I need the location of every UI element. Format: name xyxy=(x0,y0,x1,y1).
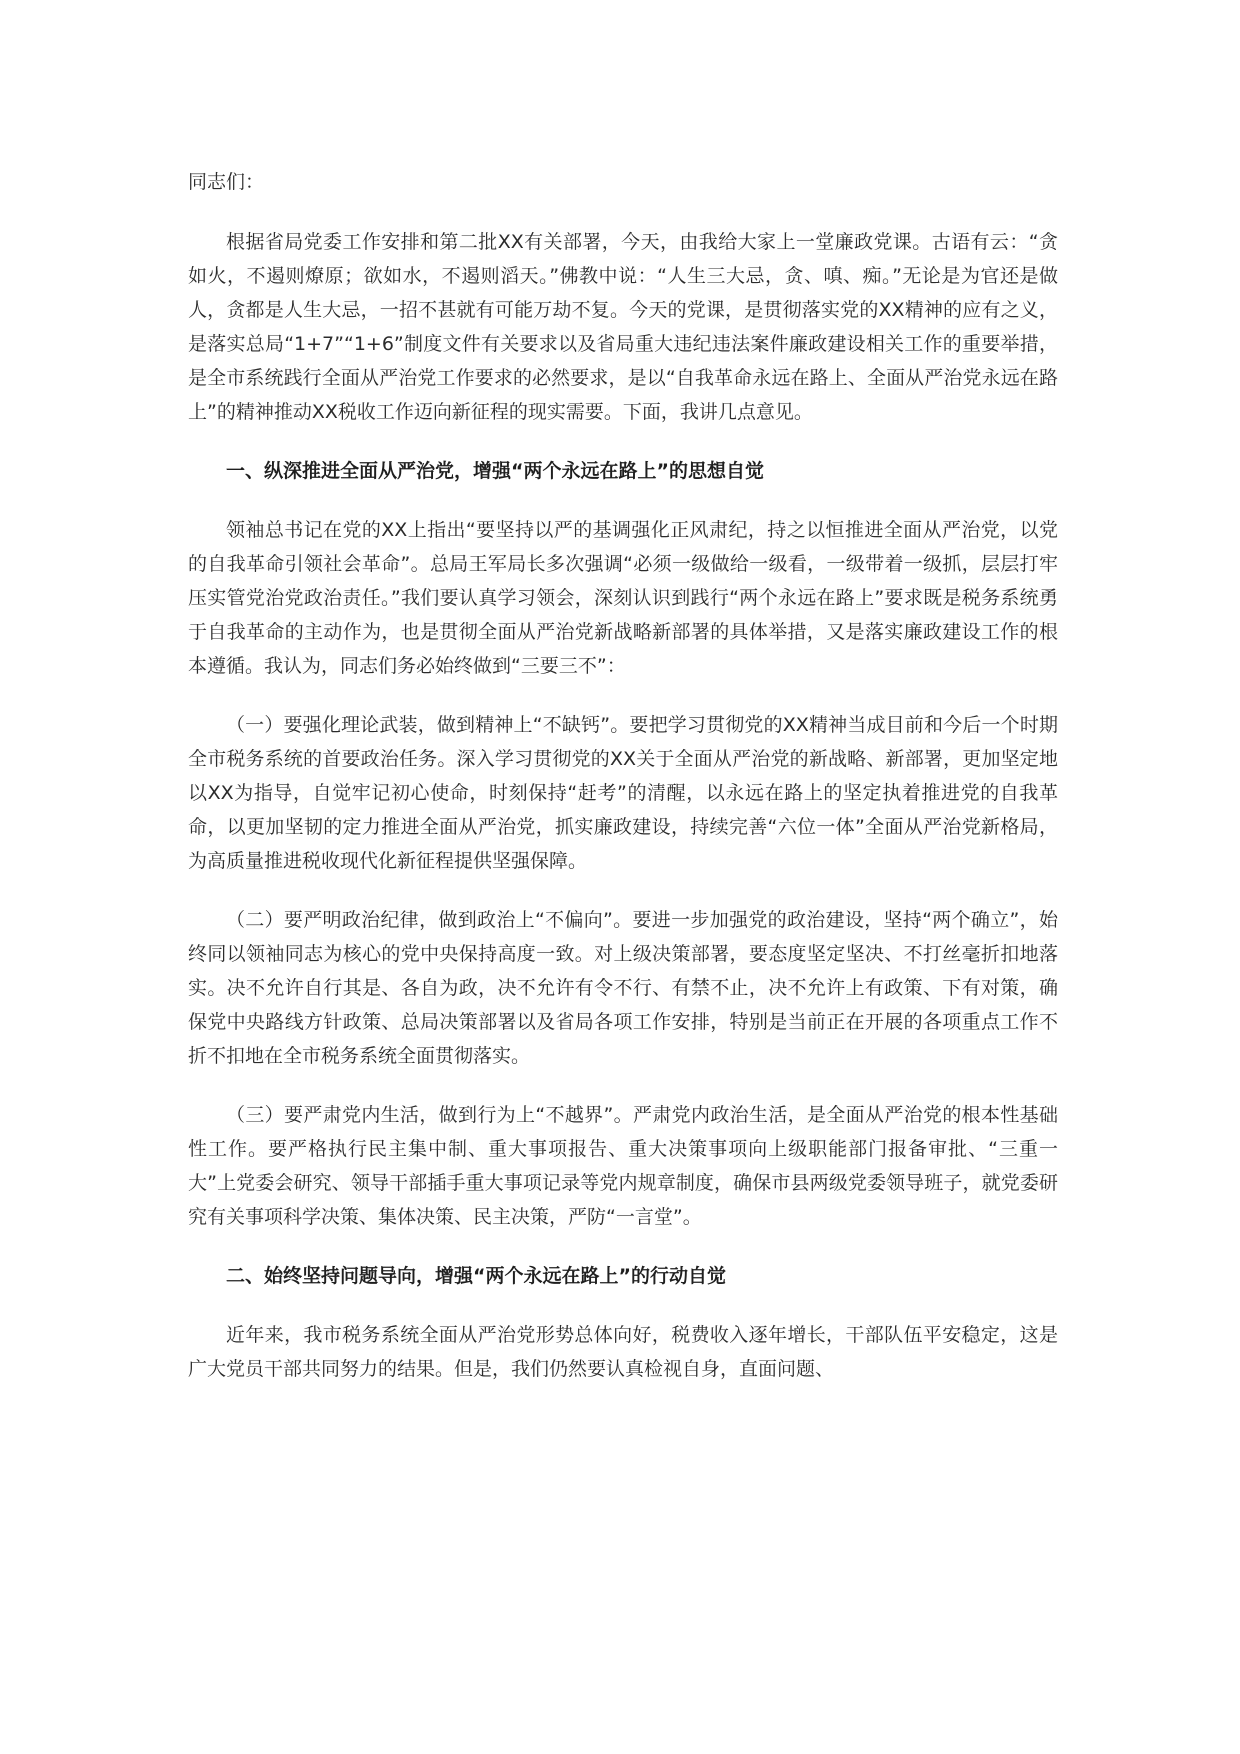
section-1-point-1: （一）要强化理论武装，做到精神上“不缺钙”。要把学习贯彻党的XX精神当成目前和今后一个时期全市税务系统的首要政治任务。深入学习贯彻党的XX关于全面从严治党的新战略、新部署，更加坚定地以XX为指导，自觉牢记初心使命，时刻保持“赶考”的清醒，以永远在路上的坚定执着推进党的自我革命，以更加坚韧的定力推进全面从严治党，抓实廉政建设，持续完善“六位一体”全面从严治党新格局，为高质量推进税收现代化新征程提供坚强保障。 xyxy=(188,714,1058,872)
section-2-paragraph: 近年来，我市税务系统全面从严治党形势总体向好，税费收入逐年增长，干部队伍平安稳定，这是广大党员干部共同努力的结果。但是，我们仍然要认真检视自身，直面问题、 xyxy=(188,1324,1058,1380)
section-2-heading: 二、始终坚持问题导向，增强“两个永远在路上”的行动自觉 xyxy=(226,1265,726,1287)
intro-paragraph: 根据省局党委工作安排和第二批XX有关部署，今天，由我给大家上一堂廉政党课。古语有云：“贪如火，不遏则燎原；欲如水，不遏则滔天。”佛教中说：“人生三大忌，贪、嗔、痴。”无论是为官还是做人，贪都是人生大忌，一招不甚就有可能万劫不复。今天的党课，是贯彻落实党的XX精神的应有之义，是落实总局“1+7”“1+6”制度文件有关要求以及省局重大违纪违法案件廉政建设相关工作的重要举措，是全市系统践行全面从严治党工作要求的必然要求，是以“自我革命永远在路上、全面从严治党永远在路上”的精神推动XX税收工作迈向新征程的现实需要。下面，我讲几点意见。 xyxy=(188,231,1058,423)
salutation: 同志们： xyxy=(188,171,265,193)
section-1-paragraph: 领袖总书记在党的XX上指出“要坚持以严的基调强化正风肃纪，持之以恒推进全面从严治党，以党的自我革命引领社会革命”。总局王军局长多次强调“必须一级做给一级看，一级带着一级抓，层层打牢压实管党治党政治责任。”我们要认真学习领会，深刻认识到践行“两个永远在路上”要求既是税务系统勇于自我革命的主动作为，也是贯彻全面从严治党新战略新部署的具体举措，又是落实廉政建设工作的根本遵循。我认为，同志们务必始终做到“三要三不”： xyxy=(188,519,1058,677)
section-1-point-2: （二）要严明政治纪律，做到政治上“不偏向”。要进一步加强党的政治建设，坚持“两个确立”，始终同以领袖同志为核心的党中央保持高度一致。对上级决策部署，要态度坚定坚决、不打丝毫折扣地落实。决不允许自行其是、各自为政，决不允许有令不行、有禁不止，决不允许上有政策、下有对策，确保党中央路线方针政策、总局决策部署以及省局各项工作安排，特别是当前正在开展的各项重点工作不折不扣地在全市税务系统全面贯彻落实。 xyxy=(188,909,1058,1067)
section-1-heading: 一、纵深推进全面从严治党，增强“两个永远在路上”的思想自觉 xyxy=(226,460,764,482)
section-1-point-3: （三）要严肃党内生活，做到行为上“不越界”。严肃党内政治生活，是全面从严治党的根本性基础性工作。要严格执行民主集中制、重大事项报告、重大决策事项向上级职能部门报备审批、“三重一大”上党委会研究、领导干部插手重大事项记录等党内规章制度，确保市县两级党委领导班子，就党委研究有关事项科学决策、集体决策、民主决策，严防“一言堂”。 xyxy=(188,1104,1058,1228)
document-body xyxy=(188,165,1058,1411)
